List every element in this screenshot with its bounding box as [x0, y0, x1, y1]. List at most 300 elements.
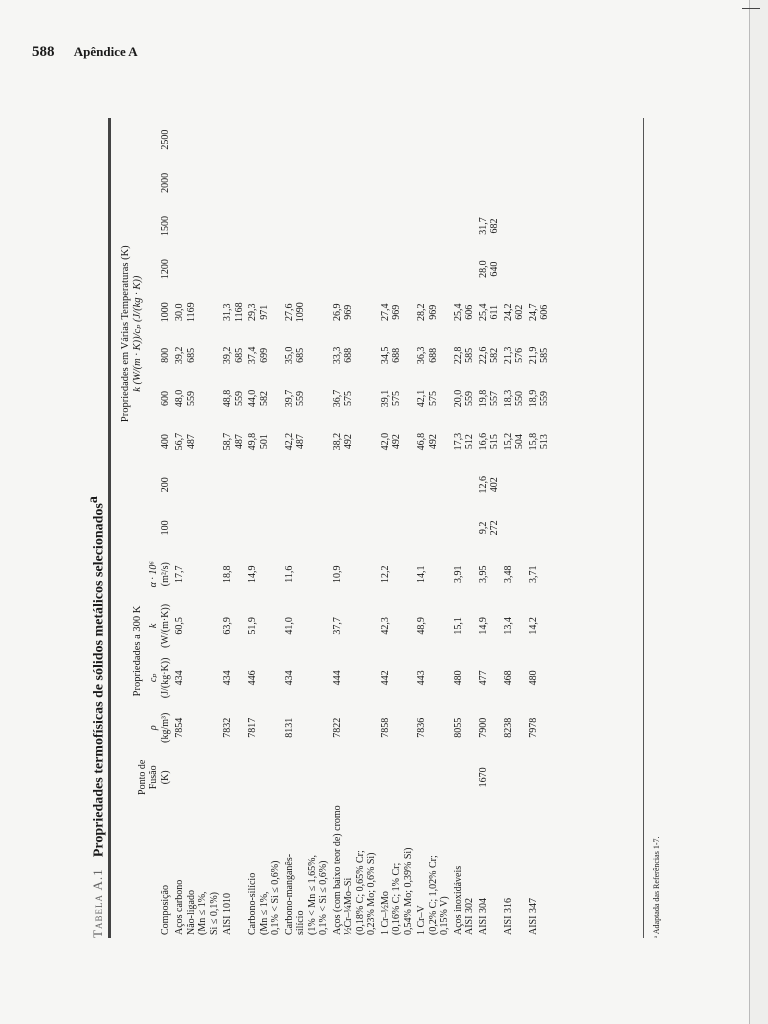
temp-800-cell: [452, 334, 477, 377]
rho-value: 7822: [331, 717, 343, 738]
col-cp: [146, 653, 173, 703]
table-row: [173, 118, 221, 938]
composition-line: Aços carbono: [174, 879, 186, 935]
composition-line: 0,54% Mo; 0,39% Si): [402, 847, 414, 935]
cp-at-800: 685: [295, 347, 307, 363]
k-at-600: 19,8: [477, 389, 489, 408]
fusao-cell: [379, 753, 416, 803]
composition-line: Aços inoxidáveis: [452, 865, 464, 935]
table-label: Tabela A.1: [90, 868, 106, 938]
temp-200-cell: [379, 463, 416, 506]
k-at-1000: 31,3: [222, 303, 234, 321]
temp-2500-cell: [452, 118, 477, 161]
rho-value: 7832: [222, 717, 234, 738]
k-value: 63,9: [222, 617, 234, 635]
temp-200-cell: [415, 463, 452, 506]
alpha-cell: [477, 549, 502, 599]
temp-1000-cell: [173, 291, 221, 334]
cp-at-600: 559: [464, 390, 476, 406]
k-value: 14,9: [477, 617, 489, 635]
temp-800-cell: [246, 334, 283, 377]
rho-cell: [415, 703, 452, 753]
temp-1200-cell: [246, 248, 283, 291]
rho-value: 7836: [416, 717, 428, 738]
temp-1200-cell: [527, 248, 552, 291]
cp-at-1000: 969: [391, 304, 403, 320]
k-at-400: 17,3: [452, 432, 464, 451]
temp-1200-cell: [331, 248, 379, 291]
temp-600-cell: [415, 377, 452, 420]
cp-at-600: 575: [391, 390, 403, 406]
k-at-1000: 30,0: [174, 303, 186, 321]
k-cell: [221, 599, 246, 653]
composition-line: ½Cr–¼Mo–Si: [343, 877, 355, 935]
cp-at-600: 559: [295, 390, 307, 406]
k-cell: [527, 599, 552, 653]
table-row: [283, 118, 331, 938]
cp-cell: [452, 653, 477, 703]
alpha-value: 3,95: [477, 565, 489, 583]
alpha-value: 10,9: [331, 565, 343, 583]
composition-line: Carbono-manganês-: [283, 853, 295, 935]
temp-800-cell: [221, 334, 246, 377]
col-temp-1200: 1200: [159, 259, 171, 280]
col-temp-800: 800: [159, 347, 171, 363]
composition-line: (0,16% C; 1% Cr;: [391, 862, 403, 935]
cp-value: 443: [416, 670, 428, 686]
temp-200-cell: [283, 463, 331, 506]
k-cell: [477, 599, 502, 653]
fusao-cell: [415, 753, 452, 803]
table-row: [331, 118, 379, 938]
temp-400-cell: [477, 420, 502, 463]
rho-cell: [173, 703, 221, 753]
k-at-1000: 25,4: [452, 303, 464, 321]
cp-value: 434: [222, 670, 234, 686]
k-at-600: 20,0: [452, 389, 464, 408]
temp-600-cell: [173, 377, 221, 420]
fusao-cell: [173, 753, 221, 803]
k-at-800: 39,2: [222, 346, 234, 365]
cp-cell: [477, 653, 502, 703]
k-at-600: 48,8: [222, 389, 234, 408]
rho-value: 8055: [452, 717, 464, 738]
alpha-value: 11,6: [283, 565, 295, 583]
k-at-1500: 31,7: [477, 217, 489, 235]
temp-800-cell: [331, 334, 379, 377]
composition-line: (Mn ≤ 1%,: [197, 891, 209, 935]
cp-at-800: 585: [539, 347, 551, 363]
alpha-value: 18,8: [222, 565, 234, 583]
group-props-various: [118, 118, 146, 549]
k-at-1000: 28,2: [416, 303, 428, 321]
cp-at-1500: 682: [489, 218, 501, 234]
cp-at-1200: 640: [489, 261, 501, 277]
props-various-title: Propriedades em Várias Temperaturas (K): [120, 245, 131, 423]
temp-200-cell: [331, 463, 379, 506]
temp-400-cell: [502, 420, 527, 463]
composition-line: Carbono-silício: [247, 872, 259, 935]
alpha-value: 3,71: [527, 565, 539, 583]
k-at-800: 37,4: [247, 346, 259, 365]
composition-line: AISI 316: [502, 898, 514, 935]
col-melting-point: [118, 753, 173, 803]
composition-line: 0,1% < Si ≤ 0,6%): [318, 860, 330, 935]
cp-value: 480: [452, 670, 464, 686]
rho-value: 7858: [379, 717, 391, 738]
temp-2000-cell: [477, 161, 502, 204]
composition-line: (0,2% C; 1,02% Cr;: [427, 855, 439, 935]
cp-at-1000: 606: [539, 304, 551, 320]
alpha-value: 17,7: [174, 565, 186, 583]
k-at-400: 42,2: [283, 432, 295, 451]
temp-800-cell: [415, 334, 452, 377]
cp-symbol: cₚ: [148, 673, 160, 683]
cp-at-1000: 1168: [233, 302, 245, 323]
rho-unit: (kg/m³): [159, 712, 171, 743]
cp-at-400: 504: [514, 434, 526, 450]
table-row: [452, 118, 477, 938]
cp-cell: [415, 653, 452, 703]
composition-cell: [173, 802, 221, 938]
composition-cell: [415, 802, 452, 938]
k-value: 37,7: [331, 617, 343, 635]
k-at-1000: 29,3: [247, 303, 259, 321]
col-rho: [146, 703, 173, 753]
cp-value: 434: [283, 670, 295, 686]
table-row: [415, 118, 452, 938]
cp-at-400: 492: [427, 434, 439, 450]
cp-value: 480: [527, 670, 539, 686]
cp-at-1000: 971: [258, 304, 270, 320]
k-at-600: 18,9: [527, 389, 539, 408]
temp-200-cell: [502, 463, 527, 506]
temp-100-cell: [331, 506, 379, 549]
temp-100-cell: [477, 506, 502, 549]
composition-line: Aços (com baixo teor de) cromo: [331, 805, 343, 935]
k-value: 14,2: [527, 617, 539, 635]
rho-cell: [246, 703, 283, 753]
temp-1000-cell: [331, 291, 379, 334]
cp-cell: [246, 653, 283, 703]
cp-at-1000: 969: [343, 304, 355, 320]
cp-cell: [379, 653, 416, 703]
temp-2500-cell: [331, 118, 379, 161]
table-row: [246, 118, 283, 938]
cp-at-800: 688: [343, 347, 355, 363]
cp-at-200: 402: [489, 477, 501, 493]
alpha-cell: [527, 549, 552, 599]
temp-200-cell: [173, 463, 221, 506]
k-at-800: 22,6: [477, 346, 489, 365]
table-title: Propriedades termofísicas de sólidos metálicos selecionados: [91, 503, 107, 858]
k-at-800: 21,9: [527, 346, 539, 365]
alpha-unit: (m²/s): [159, 562, 171, 587]
cp-at-800: 688: [391, 347, 403, 363]
rho-cell: [221, 703, 246, 753]
cp-cell: [173, 653, 221, 703]
group-props-300: Propriedades a 300 K: [132, 605, 144, 697]
temp-600-cell: [379, 377, 416, 420]
k-at-800: 22,8: [452, 346, 464, 365]
melt-label-2: Fusão: [148, 765, 160, 790]
temp-600-cell: [477, 377, 502, 420]
temp-100-cell: [527, 506, 552, 549]
composition-cell: [283, 802, 331, 938]
temp-800-cell: [379, 334, 416, 377]
cp-value: 477: [477, 670, 489, 686]
title-footnote-mark: a: [86, 496, 101, 504]
composition-line: 0,1% < Si ≤ 0,6%): [270, 860, 282, 935]
cp-at-600: 559: [233, 390, 245, 406]
cp-at-1000: 602: [514, 304, 526, 320]
temp-100-cell: [415, 506, 452, 549]
k-at-600: 39,1: [379, 389, 391, 408]
composition-cell: [527, 802, 552, 938]
temp-600-cell: [331, 377, 379, 420]
alpha-value: 12,2: [379, 565, 391, 583]
k-cell: [283, 599, 331, 653]
alpha-cell: [415, 549, 452, 599]
k-value: 41,0: [283, 617, 295, 635]
alpha-cell: [452, 549, 477, 599]
fusao-cell: [246, 753, 283, 803]
k-at-400: 15,2: [502, 432, 514, 451]
temp-600-cell: [283, 377, 331, 420]
temp-1000-cell: [283, 291, 331, 334]
cp-at-800: 685: [185, 347, 197, 363]
cp-at-600: 575: [343, 390, 355, 406]
col-temp-200: 200: [159, 477, 171, 493]
k-at-600: 39,7: [283, 389, 295, 408]
cp-at-1000: 1090: [295, 302, 307, 323]
cp-at-800: 585: [464, 347, 476, 363]
k-value: 51,9: [247, 617, 259, 635]
rho-cell: [502, 703, 527, 753]
cp-at-400: 513: [539, 434, 551, 450]
cp-unit: (J/(kg·K)): [159, 657, 171, 699]
temp-800-cell: [527, 334, 552, 377]
alpha-cell: [502, 549, 527, 599]
temp-2000-cell: [173, 161, 221, 204]
alpha-cell: [283, 549, 331, 599]
k-at-1200: 28,0: [477, 260, 489, 278]
col-temp-400: 400: [159, 434, 171, 450]
composition-cell: [502, 802, 527, 938]
k-at-600: 44,0: [247, 389, 259, 408]
temp-1500-cell: [283, 204, 331, 247]
cp-cell: [283, 653, 331, 703]
k-value: 42,3: [379, 617, 391, 635]
temp-400-cell: [452, 420, 477, 463]
k-at-600: 18,3: [502, 389, 514, 408]
rho-value: 7900: [477, 717, 489, 738]
temp-1000-cell: [246, 291, 283, 334]
k-value: 60,5: [174, 617, 186, 635]
temp-2000-cell: [502, 161, 527, 204]
composition-cell: [331, 802, 379, 938]
cp-at-600: 575: [427, 390, 439, 406]
composition-line: silício: [295, 910, 307, 935]
cp-at-1000: 1169: [185, 302, 197, 323]
k-cell: [502, 599, 527, 653]
k-at-800: 35,0: [283, 346, 295, 365]
page-corner-mark: [742, 8, 760, 9]
temp-800-cell: [477, 334, 502, 377]
temp-200-cell: [452, 463, 477, 506]
temp-1500-cell: [452, 204, 477, 247]
composition-line: 1 Cr–½Mo: [379, 891, 391, 935]
composition-cell: [246, 802, 283, 938]
temp-1500-cell: [502, 204, 527, 247]
cp-at-600: 559: [185, 390, 197, 406]
k-cell: [246, 599, 283, 653]
cp-at-1000: 611: [489, 304, 501, 320]
temp-2500-cell: [415, 118, 452, 161]
temp-2500-cell: [246, 118, 283, 161]
composition-line: 1 Cr–V: [416, 905, 428, 935]
fusao-cell: [452, 753, 477, 803]
cp-value: 468: [502, 670, 514, 686]
fusao-cell: [477, 753, 502, 803]
footnote: ᵃ Adaptada das Referências 1-7.: [652, 836, 661, 938]
temp-1200-cell: [452, 248, 477, 291]
fusao-cell: [283, 753, 331, 803]
temp-1000-cell: [379, 291, 416, 334]
top-rule: [108, 118, 111, 938]
temp-100-cell: [246, 506, 283, 549]
composition-line: 0,15% V): [439, 896, 451, 935]
fusao-cell: [502, 753, 527, 803]
alpha-value: 14,9: [247, 565, 259, 583]
cp-at-400: 487: [185, 434, 197, 450]
k-value: 48,9: [416, 617, 428, 635]
k-at-1000: 24,7: [527, 303, 539, 321]
temp-2000-cell: [415, 161, 452, 204]
temp-100-cell: [452, 506, 477, 549]
fusao-cell: [527, 753, 552, 803]
temp-1000-cell: [502, 291, 527, 334]
composition-cell: [221, 802, 246, 938]
k-at-400: 46,8: [416, 432, 428, 451]
k-at-800: 33,3: [331, 346, 343, 365]
page-number: 588: [32, 44, 55, 60]
rho-cell: [452, 703, 477, 753]
temp-2000-cell: [379, 161, 416, 204]
k-at-400: 15,8: [527, 432, 539, 451]
table-row: [221, 118, 246, 938]
rho-value: 8131: [283, 717, 295, 738]
rho-cell: [379, 703, 416, 753]
cp-at-600: 550: [514, 390, 526, 406]
temp-400-cell: [331, 420, 379, 463]
alpha-value: 14,1: [416, 565, 428, 583]
temp-200-cell: [221, 463, 246, 506]
k-at-400: 16,6: [477, 432, 489, 451]
rho-symbol: ρ: [148, 725, 160, 731]
cp-at-600: 559: [539, 390, 551, 406]
temp-1500-cell: [221, 204, 246, 247]
cp-at-800: 685: [233, 347, 245, 363]
alpha-cell: [246, 549, 283, 599]
temp-1000-cell: [477, 291, 502, 334]
cp-cell: [502, 653, 527, 703]
alpha-cell: [331, 549, 379, 599]
temp-2000-cell: [527, 161, 552, 204]
rho-value: 7817: [247, 717, 259, 738]
k-at-400: 58,7: [222, 432, 234, 451]
temp-800-cell: [173, 334, 221, 377]
temp-400-cell: [173, 420, 221, 463]
cp-at-400: 487: [233, 434, 245, 450]
cp-at-800: 688: [427, 347, 439, 363]
temp-2000-cell: [452, 161, 477, 204]
k-symbol: k: [148, 623, 160, 629]
temp-400-cell: [221, 420, 246, 463]
rho-value: 7978: [527, 717, 539, 738]
k-at-1000: 27,4: [379, 303, 391, 321]
temp-100-cell: [283, 506, 331, 549]
composition-line: AISI 347: [527, 898, 539, 935]
temp-600-cell: [246, 377, 283, 420]
temp-1000-cell: [221, 291, 246, 334]
temp-2000-cell: [246, 161, 283, 204]
cp-at-400: 501: [258, 434, 270, 450]
alpha-cell: [173, 549, 221, 599]
temp-200-cell: [246, 463, 283, 506]
cp-at-400: 487: [295, 434, 307, 450]
melt-label-3: (K): [159, 770, 171, 785]
props-various-units: k (W/(m · K))/cₚ (J/(kg · K)): [132, 275, 144, 392]
temp-1200-cell: [283, 248, 331, 291]
cp-cell: [527, 653, 552, 703]
temp-1000-cell: [527, 291, 552, 334]
table-row: [477, 118, 502, 938]
k-at-400: 56,7: [174, 432, 186, 451]
page-edge: [749, 0, 768, 1024]
table-row: [527, 118, 552, 938]
temp-600-cell: [221, 377, 246, 420]
k-cell: [173, 599, 221, 653]
temp-200-cell: [527, 463, 552, 506]
cp-value: 434: [174, 670, 186, 686]
k-unit: (W/(m·K)): [159, 603, 171, 648]
temp-1500-cell: [173, 204, 221, 247]
k-at-800: 39,2: [174, 346, 186, 365]
composition-line: (Mn ≤ 1%,: [258, 891, 270, 935]
temp-400-cell: [379, 420, 416, 463]
col-temp-1500: 1500: [159, 215, 171, 236]
composition-line: AISI 304: [477, 898, 489, 935]
k-at-400: 42,0: [379, 432, 391, 451]
temp-100-cell: [379, 506, 416, 549]
k-at-1000: 25,4: [477, 303, 489, 321]
temp-600-cell: [502, 377, 527, 420]
temp-800-cell: [502, 334, 527, 377]
page-header: [32, 44, 138, 61]
cp-at-800: 699: [258, 347, 270, 363]
k-at-100: 9,2: [477, 521, 489, 535]
temp-1500-cell: [477, 204, 502, 247]
composition-line: Si ≤ 0,1%): [208, 892, 220, 935]
cp-at-400: 515: [489, 434, 501, 450]
composition-line: AISI 302: [464, 898, 476, 935]
cp-at-1000: 606: [464, 304, 476, 320]
col-temp-100: 100: [159, 520, 171, 536]
temp-2500-cell: [477, 118, 502, 161]
alpha-value: 3,91: [452, 565, 464, 583]
temp-100-cell: [221, 506, 246, 549]
